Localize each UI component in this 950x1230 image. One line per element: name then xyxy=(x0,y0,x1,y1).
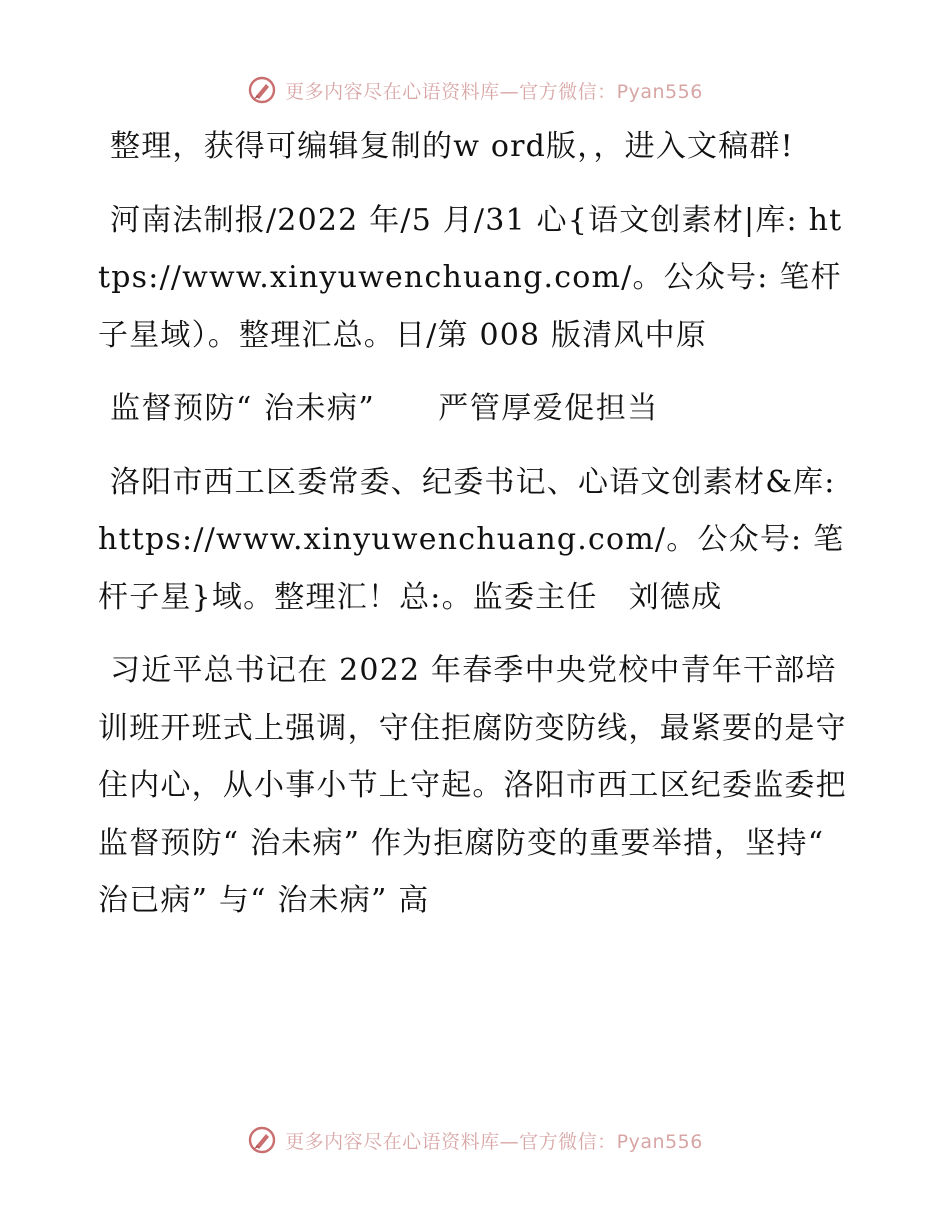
footer-watermark xyxy=(0,1122,950,1158)
watermark-text: 更多内容尽在心语资料库—官方微信：Pyan556 xyxy=(285,80,703,103)
pen-seal-logo-icon xyxy=(247,1125,277,1155)
source-line: 河南法制报/2022 年/5 月/31 心{语文创素材|库: https://www.xinyuwenchuang.com/。公众号: 笔杆子星域）。整理汇总。日/第 008 版清风中原 xyxy=(98,202,843,353)
intro-paragraph: 整理，获得可编辑复制的w ord版，，进入文稿群! xyxy=(110,129,794,164)
watermark-text: 更多内容尽在心语资料库—官方微信：Pyan556 xyxy=(285,1130,703,1153)
document-body xyxy=(98,118,850,946)
header-watermark xyxy=(0,72,950,108)
body-paragraph: 习近平总书记在 2022 年春季中央党校中青年干部培训班开班式上强调，守住拒腐防变防线，最紧要的是守住内心，从小事小节上守起。洛阳市西工区纪委监委把监督预防“ 治未病” 作为拒腐防变的重要举措，坚持“ 治已病” 与“ 治未病” 高 xyxy=(98,653,847,918)
author-line: 洛阳市西工区委常委、纪委书记、心语文创素材&库: https://www.xinyuwenchuang.com/。公众号: 笔杆子星}域。整理汇！总:。监委主任 刘德成 xyxy=(98,464,845,615)
pen-seal-logo-icon xyxy=(247,75,277,105)
article-title: 监督预防“ 治未病” 严管厚爱促担当 xyxy=(110,391,659,426)
